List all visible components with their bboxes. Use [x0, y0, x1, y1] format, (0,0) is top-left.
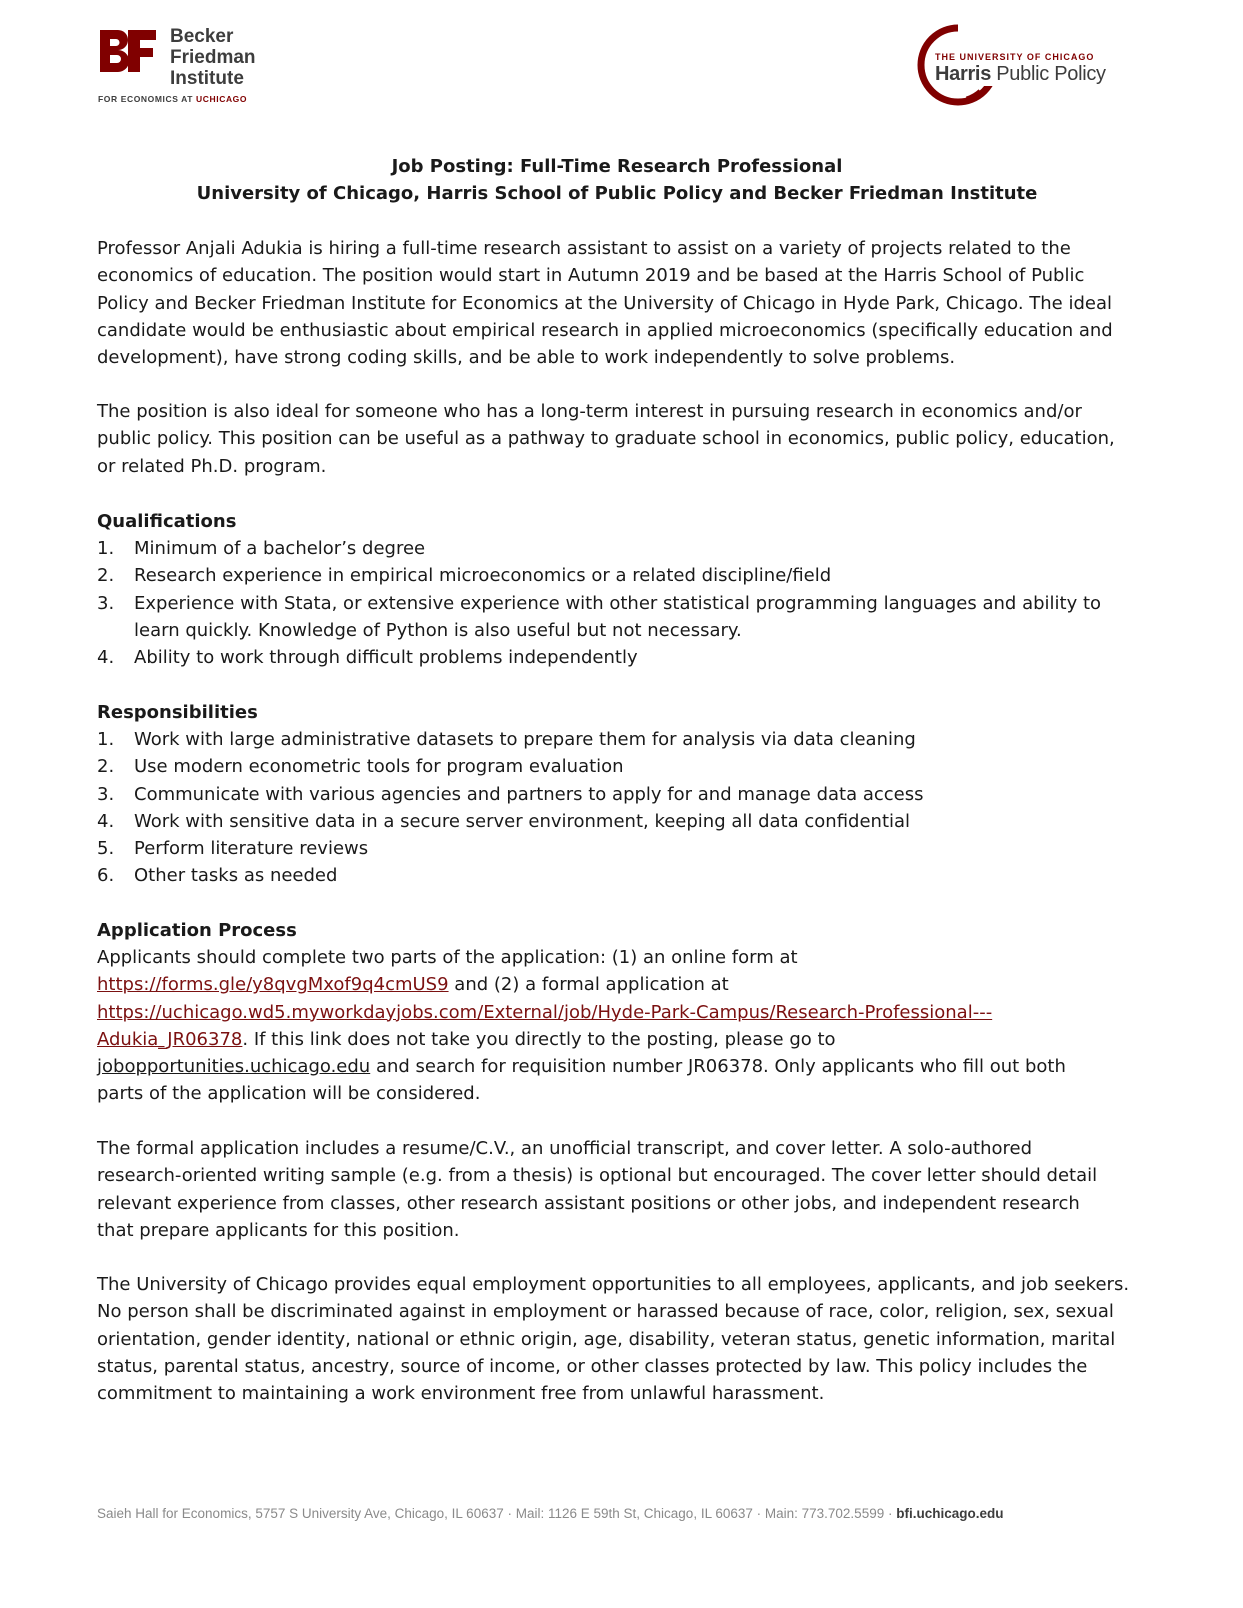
list-number: 1.: [97, 538, 115, 559]
list-number: 5.: [97, 838, 115, 860]
list-number: 1.: [97, 729, 115, 750]
paragraph-line: [97, 971, 1137, 998]
bfi-name-line: Institute: [170, 68, 244, 89]
list-text: Perform literature reviews: [134, 838, 369, 860]
qualifications-heading: Qualifications: [97, 511, 237, 532]
list-item: [97, 862, 1137, 889]
bfi-name: [170, 26, 256, 89]
workday-application-link-cont[interactable]: Adukia_JR06378: [97, 1028, 243, 1050]
page-title: [97, 153, 1137, 208]
paragraph-line: public policy. This position can be useful as a pathway to graduate school in economics, public policy, education,: [97, 428, 1115, 450]
list-number: 2.: [97, 565, 115, 587]
intro-paragraph: [97, 398, 1137, 480]
paragraph-line: No person shall be discriminated against in employment or harassed because of race, color, religion, sex, sexual: [97, 1301, 1114, 1323]
footer-address: Saieh Hall for Economics, 5757 S University Ave, Chicago, IL 60637 · Mail: 1126 E 59th St, Chicago, IL 60637 · Main: 773.702.5599 ·: [97, 1506, 897, 1521]
list-item: [97, 535, 1137, 562]
application-heading: Application Process: [97, 920, 297, 941]
list-item: [97, 562, 1137, 589]
harris-rest-word: Public Policy: [991, 63, 1106, 85]
paragraph-line: economics of education. The position would start in Autumn 2019 and be based at the Harris School of Public: [97, 265, 1085, 287]
footer-website: bfi.uchicago.edu: [896, 1506, 1004, 1521]
list-number: 3.: [97, 592, 115, 614]
list-item: [97, 835, 1137, 862]
paragraph-line: or related Ph.D. program.: [97, 455, 327, 477]
paragraph-line: status, parental status, ancestry, source of income, or other classes protected by law. This policy includes the: [97, 1355, 1088, 1377]
list-text: Ability to work through difficult problems independently: [134, 647, 638, 669]
harris-logo: [915, 22, 1115, 108]
list-text: Experience with Stata, or extensive experience with other statistical programming languages and ability to: [134, 592, 1102, 614]
paragraph-line: Applicants should complete two parts of the application: (1) an online form at: [97, 947, 798, 968]
list-text: Other tasks as needed: [134, 865, 338, 887]
list-item: [97, 781, 1137, 808]
workday-application-link[interactable]: https://uchicago.wd5.myworkdayjobs.com/External/job/Hyde-Park-Campus/Research-Professional---: [97, 1001, 993, 1023]
paragraph-line: that prepare applicants for this position.: [97, 1219, 460, 1241]
page-footer: [97, 1506, 1003, 1521]
bfi-tagline-accent: UCHICAGO: [196, 94, 248, 104]
paragraph-line: [97, 1026, 1137, 1053]
paragraph-line: [97, 1053, 1137, 1080]
harris-wordmark: [935, 63, 1106, 86]
application-paragraph: [97, 944, 1137, 1108]
qualifications-list: [97, 535, 1137, 671]
paragraph-line: commitment to maintaining a work environment free from unlawful harassment.: [97, 1383, 825, 1405]
paragraph-line: orientation, gender identity, national or ethnic origin, age, disability, veteran status, genetic information, marital: [97, 1328, 1116, 1350]
list-text: Use modern econometric tools for program evaluation: [134, 756, 624, 778]
list-number: 4.: [97, 647, 115, 669]
responsibilities-heading: Responsibilities: [97, 702, 258, 723]
paragraph-line: The formal application includes a resume/C.V., an unofficial transcript, and cover letter. A solo-authored: [97, 1138, 1033, 1159]
list-text: Research experience in empirical microeconomics or a related discipline/field: [134, 565, 832, 587]
paragraph-line: The University of Chicago provides equal employment opportunities to all employees, applicants, and job seekers.: [97, 1274, 1130, 1295]
paragraph-line: Policy and Becker Friedman Institute for Economics at the University of Chicago in Hyde Park, Chicago. The ideal: [97, 292, 1113, 314]
materials-paragraph: [97, 1135, 1137, 1244]
bfi-tagline: [98, 94, 247, 104]
list-item: [97, 590, 1137, 645]
list-number: 3.: [97, 783, 115, 805]
list-number: 6.: [97, 865, 115, 887]
list-item: [97, 753, 1137, 780]
list-number: 4.: [97, 810, 115, 832]
list-text: Work with sensitive data in a secure server environment, keeping all data confidential: [134, 810, 911, 832]
bfi-tagline-prefix: FOR ECONOMICS AT: [98, 94, 197, 104]
paragraph-line: candidate would be enthusiastic about empirical research in applied microeconomics (specifically education and: [97, 319, 1113, 341]
responsibilities-list: [97, 726, 1137, 890]
paragraph-line: research-oriented writing sample (e.g. from a thesis) is optional but encouraged. The cover letter should detail: [97, 1165, 1098, 1187]
list-text: Minimum of a bachelor’s degree: [134, 538, 426, 559]
harris-university-line: THE UNIVERSITY OF CHICAGO: [935, 52, 1095, 62]
list-item: [97, 644, 1137, 671]
paragraph-text: and (2) a formal application at: [448, 974, 729, 996]
paragraph-line: parts of the application will be considered.: [97, 1083, 481, 1105]
intro-paragraph: [97, 235, 1137, 371]
list-text: Work with large administrative datasets to prepare them for analysis via data cleaning: [134, 729, 916, 750]
list-number: 2.: [97, 756, 115, 778]
job-opportunities-link[interactable]: jobopportunities.uchicago.edu: [97, 1056, 371, 1078]
paragraph-line: development), have strong coding skills, and be able to work independently to solve problems.: [97, 347, 956, 369]
bfi-logo: [98, 26, 278, 108]
paragraph-line: [97, 999, 1137, 1026]
online-form-link[interactable]: https://forms.gle/y8qvgMxof9q4cmUS9: [97, 974, 449, 996]
list-item: [97, 726, 1137, 753]
title-line-1: Job Posting: Full-Time Research Professional: [391, 156, 843, 177]
paragraph-text: . If this link does not take you directly to the posting, please go to: [242, 1028, 836, 1050]
list-item: [97, 808, 1137, 835]
paragraph-line: The position is also ideal for someone who has a long-term interest in pursuing research in economics and/or: [97, 401, 1082, 422]
list-text: learn quickly. Knowledge of Python is also useful but not necessary.: [134, 619, 742, 641]
title-line-2: University of Chicago, Harris School of Public Policy and Becker Friedman Institute: [196, 183, 1038, 205]
bfi-monogram-icon: [98, 26, 160, 82]
eeo-paragraph: [97, 1271, 1137, 1407]
harris-bold-word: Harris: [935, 63, 992, 85]
paragraph-line: relevant experience from classes, other research assistant positions or other jobs, and independent research: [97, 1192, 1080, 1214]
paragraph-line: Professor Anjali Adukia is hiring a full-time research assistant to assist on a variety of projects related to the: [97, 238, 1071, 259]
bfi-name-line: Becker: [170, 26, 234, 47]
bfi-name-line: Friedman: [170, 47, 256, 68]
list-text: Communicate with various agencies and partners to apply for and manage data access: [134, 783, 924, 805]
paragraph-text: and search for requisition number JR06378. Only applicants who fill out both: [370, 1056, 1066, 1078]
